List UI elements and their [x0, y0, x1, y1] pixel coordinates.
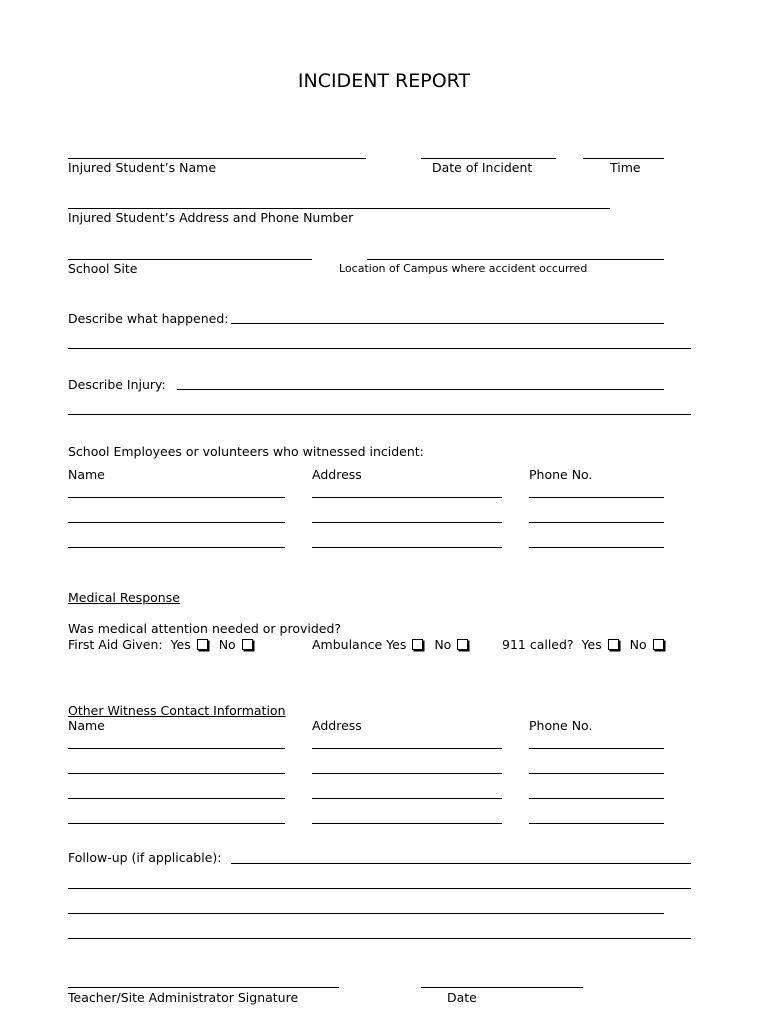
witness-address-line[interactable] [312, 522, 502, 523]
date-of-incident-label: Date of Incident [432, 160, 533, 175]
other-witness-name-line[interactable] [68, 748, 285, 749]
other-witness-phone-line[interactable] [529, 823, 664, 824]
first-aid-no-checkbox[interactable] [242, 639, 253, 650]
describe-injury-label: Describe Injury: [68, 377, 166, 392]
signature-label: Teacher/Site Administrator Signature [68, 990, 299, 1005]
other-witness-phone-line[interactable] [529, 798, 664, 799]
other-witness-heading: Other Witness Contact Information [68, 703, 286, 718]
other-witness-phone-line[interactable] [529, 748, 664, 749]
followup-label: Follow-up (if applicable): [68, 850, 222, 865]
witness-address-header: Address [312, 467, 362, 482]
ambulance-no-label: No [434, 637, 452, 652]
other-witness-address-line[interactable] [312, 748, 502, 749]
other-witness-phone-line[interactable] [529, 773, 664, 774]
called-911-yes-checkbox[interactable] [608, 639, 619, 650]
location-label: Location of Campus where accident occurred [339, 262, 588, 275]
ambulance-label: Ambulance [312, 637, 383, 652]
ambulance-no-checkbox[interactable] [457, 639, 468, 650]
time-label: Time [610, 160, 641, 175]
location-line[interactable] [367, 259, 664, 260]
first-aid-yes-checkbox[interactable] [197, 639, 208, 650]
address-phone-label: Injured Student’s Address and Phone Number [68, 210, 354, 225]
witness-name-line[interactable] [68, 547, 285, 548]
witness-phone-header: Phone No. [529, 467, 593, 482]
describe-injury-line-2[interactable] [68, 414, 691, 415]
called-911-label: 911 called? [502, 637, 574, 652]
time-line[interactable] [583, 158, 664, 159]
page-title: INCIDENT REPORT [297, 70, 471, 92]
signature-date-label: Date [447, 990, 477, 1005]
called-911-yes-label: Yes [581, 637, 602, 652]
followup-line-2[interactable] [68, 888, 691, 889]
witnesses-heading: School Employees or volunteers who witnessed incident: [68, 444, 424, 459]
first-aid-no-label: No [218, 637, 236, 652]
first-aid-group [68, 638, 256, 652]
witness-phone-line[interactable] [529, 547, 664, 548]
called-911-group [502, 638, 667, 652]
followup-line-1[interactable] [231, 863, 691, 864]
describe-happened-label: Describe what happened: [68, 311, 229, 326]
ambulance-group [312, 638, 471, 652]
school-site-label: School Site [68, 261, 138, 276]
other-witness-address-line[interactable] [312, 773, 502, 774]
medical-response-heading: Medical Response [68, 590, 180, 605]
other-witness-address-header: Address [312, 718, 362, 733]
signature-line[interactable] [68, 987, 339, 988]
witness-address-line[interactable] [312, 547, 502, 548]
ambulance-yes-checkbox[interactable] [412, 639, 423, 650]
student-name-label: Injured Student’s Name [68, 160, 217, 175]
called-911-no-checkbox[interactable] [653, 639, 664, 650]
called-911-no-label: No [629, 637, 647, 652]
other-witness-address-line[interactable] [312, 798, 502, 799]
followup-line-3[interactable] [68, 913, 664, 914]
other-witness-name-line[interactable] [68, 823, 285, 824]
date-of-incident-line[interactable] [421, 158, 556, 159]
followup-line-4[interactable] [68, 938, 691, 939]
medical-question: Was medical attention needed or provided? [68, 621, 342, 636]
other-witness-name-line[interactable] [68, 773, 285, 774]
ambulance-yes-label: Yes [386, 637, 407, 652]
other-witness-address-line[interactable] [312, 823, 502, 824]
school-site-line[interactable] [68, 259, 312, 260]
other-witness-phone-header: Phone No. [529, 718, 593, 733]
describe-happened-line-1[interactable] [231, 323, 664, 324]
witness-name-line[interactable] [68, 497, 285, 498]
witness-name-header: Name [68, 467, 105, 482]
student-name-line[interactable] [68, 158, 366, 159]
first-aid-label: First Aid Given: [68, 637, 163, 652]
describe-injury-line-1[interactable] [177, 389, 664, 390]
signature-date-line[interactable] [421, 987, 583, 988]
witness-address-line[interactable] [312, 497, 502, 498]
other-witness-name-line[interactable] [68, 798, 285, 799]
witness-phone-line[interactable] [529, 497, 664, 498]
witness-phone-line[interactable] [529, 522, 664, 523]
first-aid-yes-label: Yes [170, 637, 191, 652]
describe-happened-line-2[interactable] [68, 348, 691, 349]
other-witness-name-header: Name [68, 718, 105, 733]
witness-name-line[interactable] [68, 522, 285, 523]
address-phone-line[interactable] [68, 208, 610, 209]
